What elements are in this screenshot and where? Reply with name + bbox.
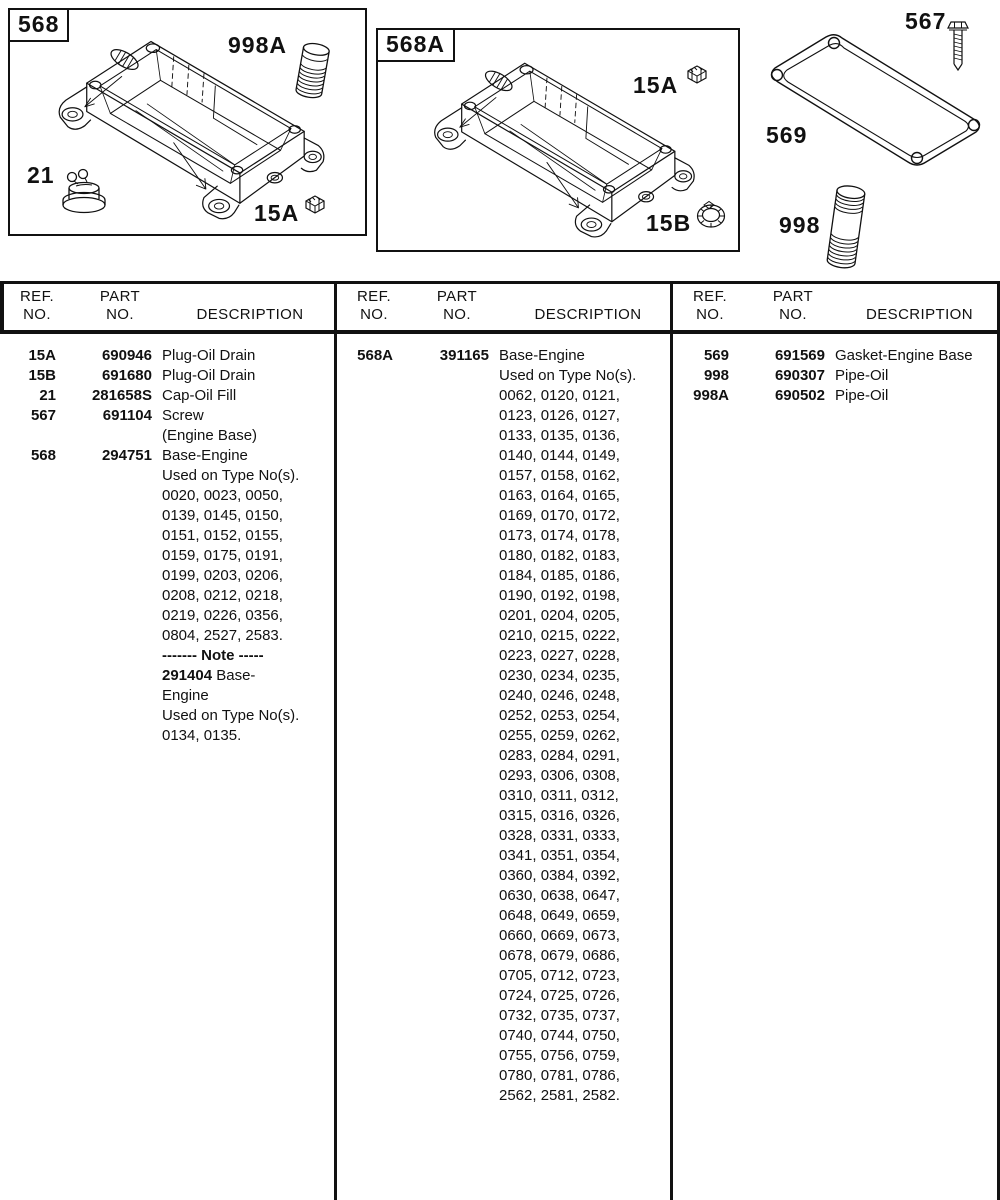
gasket-engine-base-569-drawing: [760, 28, 995, 176]
part-no: [393, 826, 489, 846]
table-row: [337, 566, 673, 586]
part-ref-no: [0, 526, 56, 546]
part-no: [393, 866, 489, 886]
header-part-no: PART NO.: [436, 288, 478, 323]
part-ref-no: [337, 906, 393, 926]
part-ref-no: 21: [39, 387, 56, 404]
part-no: [393, 566, 489, 586]
part-ref-no: 15A: [28, 347, 56, 364]
table-row: [0, 366, 334, 386]
part-description-line: 0020, 0023, 0050,: [162, 487, 283, 504]
table-row: [337, 346, 673, 366]
table-row: [337, 606, 673, 626]
part-description-line: 2562, 2581, 2582.: [499, 1087, 620, 1104]
header-part-no: PART NO.: [99, 288, 141, 323]
table-header: [0, 284, 334, 334]
part-no: [393, 1006, 489, 1026]
table-row: [0, 646, 334, 666]
part-ref-no: [0, 646, 56, 666]
table-row: [0, 486, 334, 506]
part-ref-no: [0, 506, 56, 526]
part-no: [56, 686, 152, 706]
part-no: [56, 486, 152, 506]
table-row: [337, 686, 673, 706]
part-no: [56, 666, 152, 686]
table-row: [337, 926, 673, 946]
pipe-oil-998-drawing: [816, 181, 877, 273]
part-no: [56, 626, 152, 646]
part-no: [393, 886, 489, 906]
table-row: [337, 1066, 673, 1086]
part-description-line: 0199, 0203, 0206,: [162, 567, 283, 584]
table-row: [337, 1086, 673, 1106]
part-ref-no: [337, 986, 393, 1006]
part-ref-no: [337, 586, 393, 606]
table-row: [337, 1046, 673, 1066]
part-ref-no: 569: [703, 347, 729, 364]
part-no: [56, 646, 152, 666]
table-row: [0, 526, 334, 546]
part-ref-no: [0, 566, 56, 586]
part-no: [393, 986, 489, 1006]
part-description-line: 0341, 0351, 0354,: [499, 847, 620, 864]
part-ref-no: [337, 1066, 393, 1086]
part-ref-no: [337, 1006, 393, 1026]
table-row: [337, 646, 673, 666]
table-column-1: [0, 284, 334, 1200]
part-ref-no: [337, 826, 393, 846]
part-ref-no: [337, 1086, 393, 1106]
table-row: [337, 666, 673, 686]
table-row: [337, 786, 673, 806]
header-ref-no: REF. NO.: [692, 288, 728, 323]
part-no: [56, 426, 152, 446]
figure-box-568A: [376, 28, 740, 252]
part-no: [393, 1086, 489, 1106]
figure-box-568: [8, 8, 367, 236]
header-ref-no: REF. NO.: [19, 288, 55, 323]
table-row: [337, 846, 673, 866]
part-description-line: Plug-Oil Drain: [162, 367, 256, 384]
part-description-line: 0755, 0756, 0759,: [499, 1047, 620, 1064]
callout-569: 569: [766, 122, 808, 148]
part-description-line: 0255, 0259, 0262,: [499, 727, 620, 744]
part-description-line: 0630, 0638, 0647,: [499, 887, 620, 904]
part-ref-no: [337, 646, 393, 666]
part-ref-no: 15B: [28, 367, 56, 384]
table-row: [0, 546, 334, 566]
part-ref-no: [0, 486, 56, 506]
part-description-line: Used on Type No(s).: [499, 367, 637, 384]
part-ref-no: 568A: [357, 347, 393, 364]
table-column-body: [0, 334, 334, 746]
table-row: [337, 486, 673, 506]
part-no: [393, 906, 489, 926]
part-no: 391165: [439, 347, 489, 364]
part-ref-no: [337, 726, 393, 746]
callout-15A-box2: 15A: [633, 72, 679, 98]
part-description-line: 0293, 0306, 0308,: [499, 767, 620, 784]
cap-oil-fill-21-drawing: [54, 168, 114, 216]
part-no: [56, 706, 152, 726]
part-ref-no: [337, 766, 393, 786]
header-part-no: PART NO.: [772, 288, 814, 323]
part-no: 690502: [774, 387, 825, 404]
part-no: [393, 466, 489, 486]
part-no: [56, 726, 152, 746]
table-row: [337, 726, 673, 746]
part-description-line: 0201, 0204, 0205,: [499, 607, 620, 624]
part-ref-no: [337, 466, 393, 486]
part-description-line: 0678, 0679, 0686,: [499, 947, 620, 964]
part-description-line: Base-Engine: [499, 347, 585, 364]
part-no: [56, 546, 152, 566]
part-no: [393, 646, 489, 666]
table-row: [0, 606, 334, 626]
part-no: [393, 606, 489, 626]
part-description-line: 0190, 0192, 0198,: [499, 587, 620, 604]
table-row: [337, 886, 673, 906]
part-description-line: 0230, 0234, 0235,: [499, 667, 620, 684]
part-ref-no: [337, 506, 393, 526]
table-header: [337, 284, 673, 334]
part-ref-no: [337, 1046, 393, 1066]
part-no: 294751: [101, 447, 152, 464]
part-ref-no: [337, 406, 393, 426]
table-row: [337, 586, 673, 606]
part-description-line: 0648, 0649, 0659,: [499, 907, 620, 924]
part-no: [393, 486, 489, 506]
table-row: [0, 586, 334, 606]
part-ref-no: 567: [30, 407, 56, 424]
part-description-line: 0157, 0158, 0162,: [499, 467, 620, 484]
table-row: [337, 986, 673, 1006]
header-description: DESCRIPTION: [534, 306, 642, 323]
part-description-line: 0740, 0744, 0750,: [499, 1027, 620, 1044]
part-description-line: Used on Type No(s).: [162, 707, 300, 724]
part-ref-no: [0, 626, 56, 646]
header-ref-no: REF. NO.: [356, 288, 392, 323]
part-description-line: Pipe-Oil: [835, 387, 889, 404]
part-ref-no: [337, 426, 393, 446]
part-no: [393, 406, 489, 426]
part-description-line: Plug-Oil Drain: [162, 347, 256, 364]
part-description-line: 0173, 0174, 0178,: [499, 527, 620, 544]
table-row: [337, 946, 673, 966]
part-no: [56, 586, 152, 606]
part-no: [393, 666, 489, 686]
part-ref-no: [0, 666, 56, 686]
part-ref-no: [337, 806, 393, 826]
table-column-2: [334, 284, 673, 1200]
part-no: [393, 746, 489, 766]
part-no: [393, 706, 489, 726]
part-description-line: Screw: [162, 407, 204, 424]
callout-15B: 15B: [646, 210, 692, 236]
part-description-line: 0151, 0152, 0155,: [162, 527, 283, 544]
header-description: DESCRIPTION: [866, 306, 973, 323]
part-ref-no: [337, 886, 393, 906]
part-no: [393, 926, 489, 946]
part-no: [393, 546, 489, 566]
part-description-line: 0660, 0669, 0673,: [499, 927, 620, 944]
table-row: [337, 1026, 673, 1046]
part-no: 281658S: [91, 387, 152, 404]
part-no: [393, 366, 489, 386]
part-ref-no: [337, 526, 393, 546]
part-description-line: 0732, 0735, 0737,: [499, 1007, 620, 1024]
part-no: [56, 526, 152, 546]
callout-15A-box1: 15A: [254, 200, 300, 226]
table-row: [337, 966, 673, 986]
table-row: [0, 566, 334, 586]
part-no: [393, 946, 489, 966]
table-row: [0, 446, 334, 466]
part-description-line: Pipe-Oil: [835, 367, 889, 384]
figure-label-568: 568: [8, 8, 69, 42]
part-ref-no: [337, 686, 393, 706]
table-column-3: [670, 284, 1000, 1200]
table-row: [0, 626, 334, 646]
table-row: [673, 366, 1000, 386]
part-no: 690307: [774, 367, 825, 384]
part-ref-no: [337, 746, 393, 766]
part-description-line: 0134, 0135.: [162, 727, 242, 744]
part-description-line: Cap-Oil Fill: [162, 387, 237, 404]
part-no: [393, 426, 489, 446]
table-row: [337, 706, 673, 726]
part-description-line: 0223, 0227, 0228,: [499, 647, 620, 664]
table-column-body: [337, 334, 673, 1106]
part-description-line: 0123, 0126, 0127,: [499, 407, 620, 424]
part-ref-no: [337, 566, 393, 586]
table-row: [337, 446, 673, 466]
part-ref-no: [337, 946, 393, 966]
part-no: 691569: [774, 347, 825, 364]
part-ref-no: [0, 706, 56, 726]
table-row: [0, 466, 334, 486]
part-ref-no: 568: [30, 447, 56, 464]
table-row: [673, 346, 1000, 366]
part-ref-no: [0, 606, 56, 626]
part-no: [393, 386, 489, 406]
part-description-line: (Engine Base): [162, 427, 258, 444]
part-ref-no: [337, 966, 393, 986]
part-description-line: 0283, 0284, 0291,: [499, 747, 620, 764]
part-no: [56, 606, 152, 626]
table-row: [337, 1006, 673, 1026]
part-ref-no: [0, 726, 56, 746]
table-row: [0, 706, 334, 726]
plug-oil-drain-15B-drawing: [694, 200, 728, 230]
table-row: [337, 766, 673, 786]
part-no: [56, 566, 152, 586]
part-no: 691104: [102, 407, 152, 424]
part-ref-no: [0, 586, 56, 606]
part-description-line: 0180, 0182, 0183,: [499, 547, 620, 564]
part-description-line: Base-Engine: [162, 447, 248, 464]
part-ref-no: [337, 546, 393, 566]
part-description-line: 0163, 0164, 0165,: [499, 487, 620, 504]
part-description-line: 0780, 0781, 0786,: [499, 1067, 620, 1084]
table-row: [337, 466, 673, 486]
part-description-line: 0310, 0311, 0312,: [499, 787, 619, 804]
part-no: 691680: [101, 367, 152, 384]
part-no: [393, 626, 489, 646]
table-row: [337, 626, 673, 646]
part-description-line: 0219, 0226, 0356,: [162, 607, 283, 624]
part-ref-no: [0, 686, 56, 706]
part-no: [393, 446, 489, 466]
part-no: [393, 786, 489, 806]
part-description-line: Used on Type No(s).: [162, 467, 300, 484]
parts-table: [0, 281, 1000, 1200]
plug-oil-drain-15A-drawing-2: [684, 64, 710, 86]
part-no: [393, 1046, 489, 1066]
table-row: [0, 406, 334, 426]
part-ref-no: [337, 366, 393, 386]
table-row: [337, 546, 673, 566]
table-row: [0, 426, 334, 446]
table-row: [0, 666, 334, 686]
part-ref-no: [337, 926, 393, 946]
part-no: [393, 1026, 489, 1046]
table-row: [337, 746, 673, 766]
part-no: 690946: [101, 347, 152, 364]
part-description-line: 0159, 0175, 0191,: [162, 547, 283, 564]
part-description-line: 0252, 0253, 0254,: [499, 707, 620, 724]
table-row: [337, 806, 673, 826]
part-description-line: 0184, 0185, 0186,: [499, 567, 620, 584]
part-ref-no: [337, 846, 393, 866]
part-description-line: 0140, 0144, 0149,: [499, 447, 620, 464]
part-ref-no: [337, 606, 393, 626]
table-row: [337, 426, 673, 446]
part-ref-no: [337, 666, 393, 686]
table-row: [337, 906, 673, 926]
part-ref-no: [337, 1026, 393, 1046]
table-row: [337, 866, 673, 886]
part-no: [393, 726, 489, 746]
part-ref-no: 998: [703, 367, 729, 384]
part-ref-no: [0, 546, 56, 566]
part-no: [393, 526, 489, 546]
part-ref-no: [337, 626, 393, 646]
table-row: [0, 386, 334, 406]
part-description-line: 0208, 0212, 0218,: [162, 587, 283, 604]
part-no: [393, 1066, 489, 1086]
part-ref-no: [337, 446, 393, 466]
table-row: [337, 366, 673, 386]
table-row: [0, 686, 334, 706]
plug-oil-drain-15A-drawing: [302, 194, 328, 216]
part-ref-no: [337, 786, 393, 806]
table-row: [337, 506, 673, 526]
part-no: [393, 806, 489, 826]
callout-21: 21: [27, 162, 55, 188]
part-no: [393, 686, 489, 706]
part-description-line: 0133, 0135, 0136,: [499, 427, 620, 444]
figure-label-568A: 568A: [376, 28, 455, 62]
table-row: [0, 726, 334, 746]
part-ref-no: [337, 386, 393, 406]
part-no: [393, 506, 489, 526]
part-description-line: Engine: [162, 687, 209, 704]
part-ref-no: [337, 866, 393, 886]
table-column-body: [673, 334, 1000, 406]
part-description-line: 0315, 0316, 0326,: [499, 807, 620, 824]
part-ref-no: [337, 486, 393, 506]
part-description-line: 0804, 2527, 2583.: [162, 627, 283, 644]
part-description-line: 0169, 0170, 0172,: [499, 507, 620, 524]
part-description-line: 0328, 0331, 0333,: [499, 827, 620, 844]
table-row: [337, 386, 673, 406]
part-description-line: ------- Note -----: [162, 647, 264, 664]
part-description-line: 0705, 0712, 0723,: [499, 967, 620, 984]
table-row: [337, 526, 673, 546]
callout-998: 998: [779, 212, 821, 238]
part-no: [393, 766, 489, 786]
callout-998A: 998A: [228, 32, 287, 58]
part-description-line: 0360, 0384, 0392,: [499, 867, 620, 884]
part-no: [393, 846, 489, 866]
table-header: [673, 284, 1000, 334]
part-ref-no: [0, 426, 56, 446]
part-ref-no: 998A: [693, 387, 729, 404]
part-no: [56, 466, 152, 486]
table-row: [337, 406, 673, 426]
table-row: [673, 386, 1000, 406]
part-description-line: 0139, 0145, 0150,: [162, 507, 283, 524]
part-no: [393, 966, 489, 986]
part-description-line: Gasket-Engine Base: [835, 347, 973, 364]
part-description-line: 0210, 0215, 0222,: [499, 627, 620, 644]
callout-567: 567: [905, 8, 947, 34]
part-description-line: 291404 Base-: [162, 667, 256, 684]
part-description-line: 0062, 0120, 0121,: [499, 387, 620, 404]
table-row: [337, 826, 673, 846]
part-ref-no: [337, 706, 393, 726]
part-ref-no: [0, 466, 56, 486]
table-row: [0, 346, 334, 366]
header-description: DESCRIPTION: [196, 306, 304, 323]
part-no: [56, 506, 152, 526]
part-description-line: 0240, 0246, 0248,: [499, 687, 620, 704]
table-row: [0, 506, 334, 526]
part-no: [393, 586, 489, 606]
part-description-line: 0724, 0725, 0726,: [499, 987, 620, 1004]
